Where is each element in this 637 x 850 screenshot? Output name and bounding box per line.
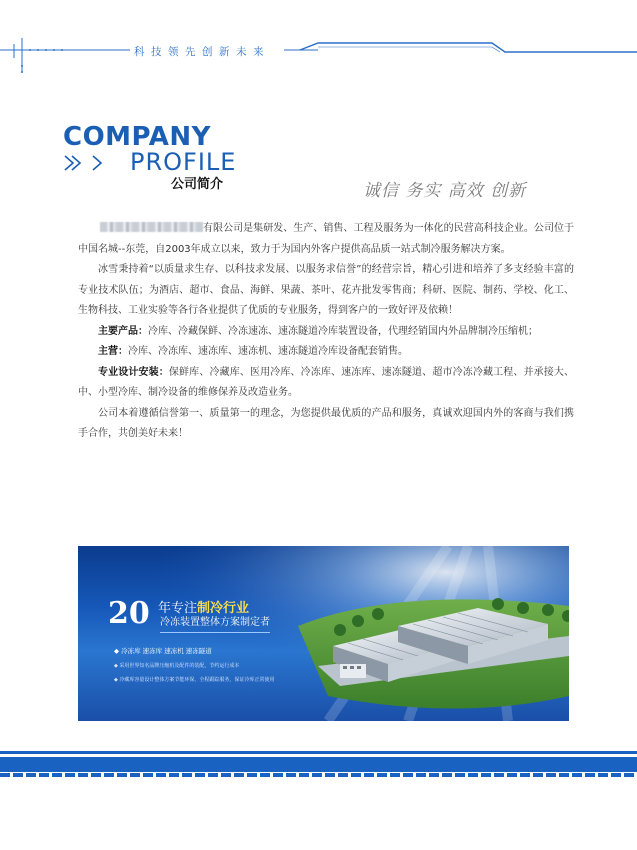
footer-thick-bar [0,757,637,772]
installation-label: 专业设计安装： [98,366,169,378]
heading-profile: PROFILE [130,148,237,176]
top-decoration [0,0,637,80]
banner-headline-prefix: 年专注 [158,601,198,616]
paragraph-products [78,322,574,343]
paragraph-main-business [78,342,574,363]
main-business-label: 主营： [98,346,128,357]
heading-company: COMPANY [63,122,211,152]
paragraph-closing: 公司本着遵循信誉第一、质量第一的理念，为您提供最优质的产品和服务，真诚欢迎国内外的客商与我们携手合作，共创美好未来！ [78,407,574,439]
installation-text: 保鲜库、冷藏库、医用冷库、冷冻库、速冻库、速冻隧道、超市冷冻冷藏工程、并承接大、中、小型冷库、制冷设备的维修保养及改造业务。 [78,366,575,398]
paragraph-installation [78,363,574,404]
company-motto: 诚信 务实 高效 创新 [363,181,527,201]
footer-dotted-bar [0,773,637,777]
double-chevron-icon [63,154,107,172]
main-business-text: 冷库、冷冻库、速冻库、速冻机、速冻隧道冷库设备配套销售。 [128,346,408,357]
banner-feature-1: ◆ 采用世界知名品牌压缩机及配件的装配，节约运行成本 [114,663,240,669]
banner-subheadline: 冷冻装置整体方案制定者 [160,618,270,633]
company-description [78,219,574,445]
header-slogan: 科技领先创新未来 [134,46,270,58]
paragraph-philosophy: 冰雪秉持着“以质量求生存、以科技求发展、以服务求信誉”的经营宗旨，精心引进和培养了多支经验丰富的专业技术队伍；为酒店、超市、食品、海鲜、果蔬、茶叶、花卉批发零售商；科研、医院、制药、学校、化工、生物科技、工业实验等各行各业提供了优质的专业服务，得到客户的一致好评及依赖！ [78,264,574,316]
banner-number: 20 [108,596,150,631]
banner-feature-2: ◆ 冷藏库容量设计整体方案节能环保，全程跟踪服务，保证冷库正常使用 [114,677,275,683]
banner-headline [158,602,249,615]
factory-illustration [78,546,569,721]
redacted-company-name [100,222,203,232]
banner-headline-highlight: 制冷行业 [197,601,250,616]
footer-thin-bar [0,751,637,754]
products-text: 冷库、冷藏保鲜、冷冻速冻、速冻隧道冷库装置设备，代理经销国内外品牌制冷压缩机； [148,325,538,337]
page-title: 公司简介 [171,177,224,192]
paragraph-intro [78,219,574,260]
banner-products: ◆ 冷冻库 速冻库 速冻机 速冻隧道 [114,647,212,655]
products-label: 主要产品： [98,325,148,337]
promo-banner [78,546,569,721]
paragraph-intro-text: 有限公司是集研发、生产、销售、工程及服务为一体化的民营高科技企业。公司位于中国名城--东莞，自2003年成立以来，致力于为国内外客户提供高品质一站式制冷服务解决方案。 [78,223,574,255]
